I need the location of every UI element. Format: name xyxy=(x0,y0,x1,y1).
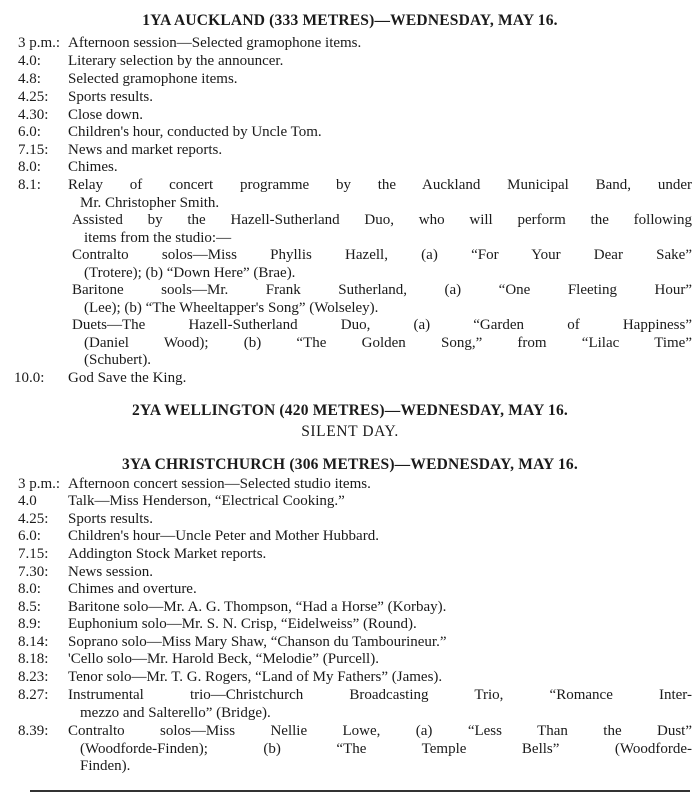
text-line: Instrumental trio—Christchurch Broadcasting Trio, “Romance Inter- xyxy=(68,687,692,703)
item-text: Children's hour—Uncle Peter and Mother Hubbard. xyxy=(68,528,379,544)
item-text xyxy=(68,687,692,722)
item-time: 8.0: xyxy=(18,581,41,597)
item-time: 6.0: xyxy=(18,528,41,544)
item-time: 4.0: xyxy=(18,53,41,69)
item-text: Literary selection by the announcer. xyxy=(68,53,284,69)
item-text: Euphonium solo—Mr. S. N. Crisp, “Eidelweiss” (Round). xyxy=(68,616,417,632)
item-text: Sports results. xyxy=(68,89,154,105)
text-line: Contralto solos—Miss Nellie Lowe, (a) “Less Than the Dust” xyxy=(68,723,692,739)
item-time: 8.9: xyxy=(18,616,41,632)
item-text: Afternoon concert session—Selected studio items. xyxy=(68,476,371,492)
item-time: 3 p.m.: xyxy=(18,35,61,51)
item-text: Soprano solo—Miss Mary Shaw, “Chanson du Tambourineur.” xyxy=(68,634,447,650)
item-text: Close down. xyxy=(68,107,143,123)
baritone-solos xyxy=(72,282,692,317)
item-text: Chimes and overture. xyxy=(68,581,197,597)
item-text xyxy=(68,723,692,776)
item-text: Sports results. xyxy=(68,511,154,527)
text-line: items from the studio:— xyxy=(84,229,232,246)
item-time: 8.39: xyxy=(18,723,49,739)
bottom-rule xyxy=(30,790,690,792)
text-line: Contralto solos—Miss Phyllis Hazell, (a) “For Your Dear Sake” xyxy=(72,247,692,263)
item-time: 8.5: xyxy=(18,599,41,615)
item-time: 4.8: xyxy=(18,71,41,87)
item-text: Children's hour, conducted by Uncle Tom. xyxy=(68,124,322,140)
item-time: 8.18: xyxy=(18,651,49,667)
item-time: 4.25: xyxy=(18,89,49,105)
text-line: Finden). xyxy=(80,758,131,775)
christchurch-heading: 3YA CHRISTCHURCH (306 METRES)—WEDNESDAY, MAY 16. xyxy=(122,456,578,473)
item-text: Talk—Miss Henderson, “Electrical Cooking.” xyxy=(68,493,345,509)
text-line: (Woodforde-Finden); (b) “The Temple Bells” (Woodforde- xyxy=(80,740,692,757)
wellington-subheading: SILENT DAY. xyxy=(301,423,399,440)
item-text: Selected gramophone items. xyxy=(68,71,238,87)
item-text: Baritone solo—Mr. A. G. Thompson, “Had a Horse” (Korbay). xyxy=(68,599,447,615)
item-text: God Save the King. xyxy=(68,370,187,386)
item-text: Tenor solo—Mr. T. G. Rogers, “Land of My Fathers” (James). xyxy=(68,669,443,685)
assisted-note xyxy=(72,212,692,247)
item-time: 8.14: xyxy=(18,634,49,650)
item-time: 8.1: xyxy=(18,177,41,193)
text-line: mezzo and Salterello” (Bridge). xyxy=(80,704,271,721)
duets xyxy=(72,317,692,370)
text-line: Baritone sools—Mr. Frank Sutherland, (a) “One Fleeting Hour” xyxy=(72,282,692,298)
text-line: Assisted by the Hazell-Sutherland Duo, who will perform the following xyxy=(72,212,692,228)
item-text: News and market reports. xyxy=(68,142,223,158)
auckland-heading: 1YA AUCKLAND (333 METRES)—WEDNESDAY, MAY 16. xyxy=(142,12,558,29)
item-text: 'Cello solo—Mr. Harold Beck, “Melodie” (Purcell). xyxy=(68,651,379,667)
wellington-heading: 2YA WELLINGTON (420 METRES)—WEDNESDAY, MAY 16. xyxy=(132,402,568,419)
item-time: 6.0: xyxy=(18,124,41,140)
item-text: News session. xyxy=(68,564,153,580)
contralto-solos xyxy=(72,247,692,282)
item-time: 10.0: xyxy=(14,370,45,386)
text-line: Relay of concert programme by the Auckland Municipal Band, under xyxy=(68,177,692,193)
text-line: (Trotere); (b) “Down Here” (Brae). xyxy=(84,264,296,281)
item-text: Chimes. xyxy=(68,159,118,175)
text-line: Mr. Christopher Smith. xyxy=(80,194,220,211)
item-time: 4.25: xyxy=(18,511,49,527)
item-time: 8.0: xyxy=(18,159,41,175)
item-time: 4.30: xyxy=(18,107,49,123)
item-text: Addington Stock Market reports. xyxy=(68,546,267,562)
item-time: 8.23: xyxy=(18,669,49,685)
text-line: (Lee); (b) “The Wheeltapper's Song” (Wolseley). xyxy=(84,299,379,316)
text-line: (Daniel Wood); (b) “The Golden Song,” from “Lilac Time” xyxy=(84,334,692,351)
item-time: 7.15: xyxy=(18,546,49,562)
item-time: 7.15: xyxy=(18,142,49,158)
item-time: 3 p.m.: xyxy=(18,476,61,492)
item-text: Afternoon session—Selected gramophone items. xyxy=(68,35,362,51)
item-time: 7.30: xyxy=(18,564,49,580)
item-text xyxy=(68,177,692,212)
item-time: 4.0 xyxy=(18,493,37,509)
item-time: 8.27: xyxy=(18,687,49,703)
text-line: Duets—The Hazell-Sutherland Duo, (a) “Garden of Happiness” xyxy=(72,317,692,333)
text-line: (Schubert). xyxy=(84,352,152,369)
